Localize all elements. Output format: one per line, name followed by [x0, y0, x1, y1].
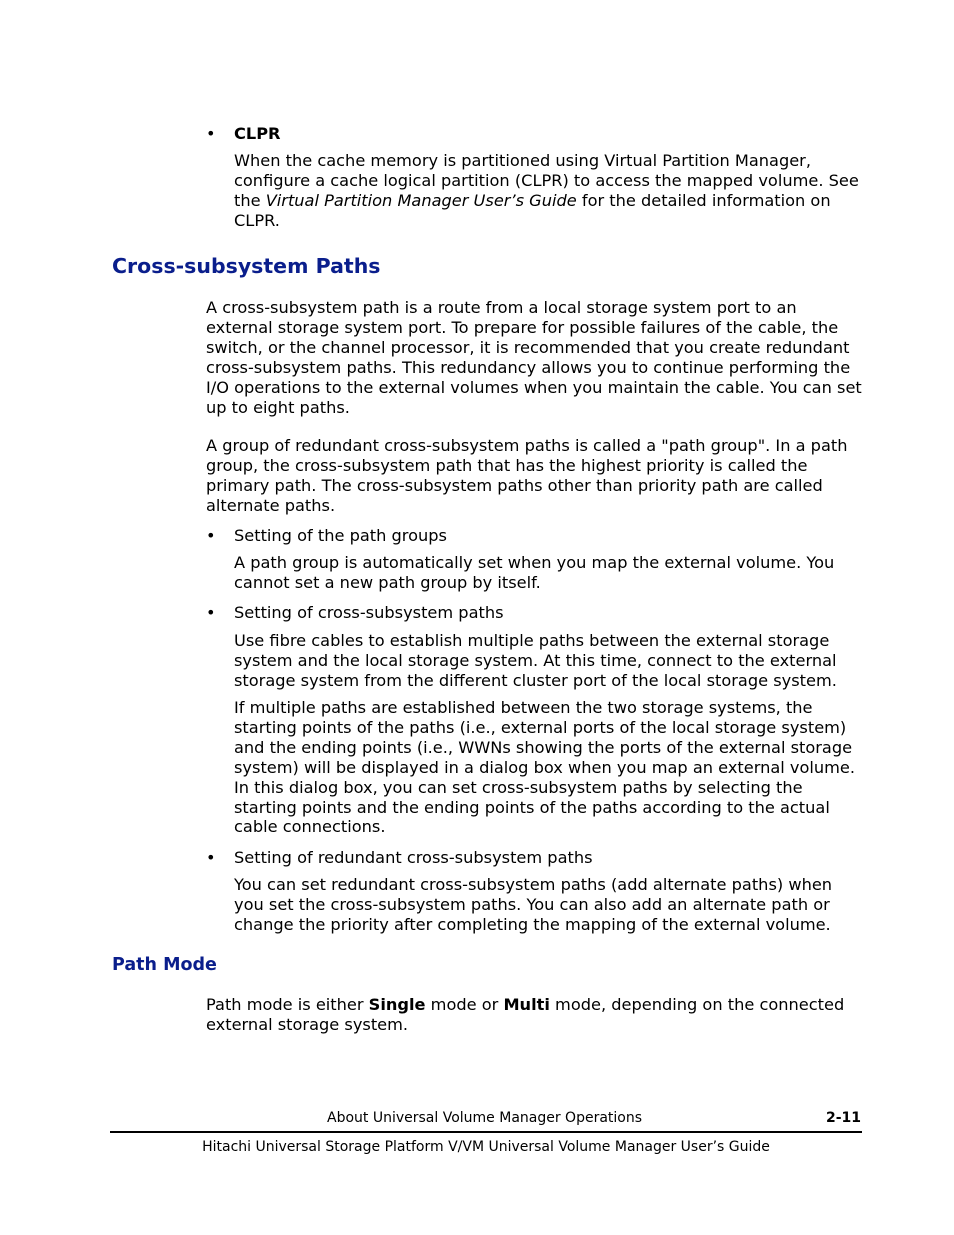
- bullet-cross-subsystem-paths-text-1: Use fibre cables to establish multiple paths between the external storage system and the local storage system. At this time, connect to the external storage system from the different cluster port of the local storage system.: [234, 631, 837, 690]
- footer-divider: [110, 1131, 862, 1133]
- path-mode-text-2: mode or: [425, 995, 504, 1014]
- bullet-dot: •: [206, 124, 216, 143]
- path-mode-text-3: mode, depending on the connected external storage system.: [206, 995, 845, 1034]
- bullet-label-path-groups: Setting of the path groups: [234, 526, 447, 545]
- bullet-cross-subsystem-paths-text-2: If multiple paths are established between the two storage systems, the starting points of the paths (i.e., external ports of the local storage system) and the ending points (i.e., WWNs showing the ports of the external storage system) will be displayed in a dialog box when you map an external volume. In this dialog box, you can set cross-subsystem paths by selecting the starting points and the ending points of the paths according to the actual cable connections.: [234, 698, 856, 837]
- path-mode-single: Single: [368, 995, 426, 1014]
- section-heading-cross-subsystem-paths: Cross-subsystem Paths: [112, 254, 381, 278]
- bullet-path-groups-text: A path group is automatically set when you map the external volume. You cannot set a new path group by itself.: [234, 553, 835, 592]
- section-paragraph-1: A cross-subsystem path is a route from a local storage system port to an external storage system port. To prepare for possible failures of the cable, the switch, or the channel processor, it is recommended that you create redundant cross-subsystem paths. This redundancy allows you to continue performing the I/O operations to the external volumes when you maintain the cable. You can set up to eight paths.: [206, 298, 862, 417]
- bullet-label-redundant-paths: Setting of redundant cross-subsystem paths: [234, 848, 593, 867]
- bullet-dot: •: [206, 848, 216, 867]
- clpr-text-start: When the cache memory is partitioned using Virtual Partition Manager, configure a cache logical partition (CLPR) to access the mapped volume. See the: [234, 151, 859, 210]
- bullet-label-clpr: CLPR: [234, 124, 281, 143]
- footer-chapter-title: About Universal Volume Manager Operations: [327, 1110, 643, 1126]
- subsection-heading-path-mode: Path Mode: [112, 955, 217, 975]
- path-mode-text-1: Path mode is either: [206, 995, 369, 1014]
- path-mode-paragraph: [206, 995, 866, 1035]
- clpr-guide-title: Virtual Partition Manager User’s Guide: [265, 190, 577, 210]
- section-paragraph-2: A group of redundant cross-subsystem paths is called a "path group". In a path group, the cross-subsystem path that has the highest priority is called the primary path. The cross-subsystem paths other than priority path are called alternate paths.: [206, 436, 848, 515]
- clpr-text-end: for the detailed information on CLPR.: [234, 190, 831, 230]
- footer-book-title: Hitachi Universal Storage Platform V/VM Universal Volume Manager User’s Guide: [202, 1139, 770, 1155]
- footer-page-number: 2-11: [825, 1110, 861, 1126]
- bullet-label-cross-subsystem-paths: Setting of cross-subsystem paths: [234, 603, 504, 622]
- path-mode-multi: Multi: [503, 995, 550, 1014]
- clpr-description: [234, 151, 866, 231]
- bullet-dot: •: [206, 603, 216, 622]
- bullet-redundant-paths-text: You can set redundant cross-subsystem paths (add alternate paths) when you set the cross-subsystem paths. You can also add an alternate path or change the priority after completing the mapping of the external volume.: [234, 875, 833, 934]
- bullet-dot: •: [206, 526, 216, 545]
